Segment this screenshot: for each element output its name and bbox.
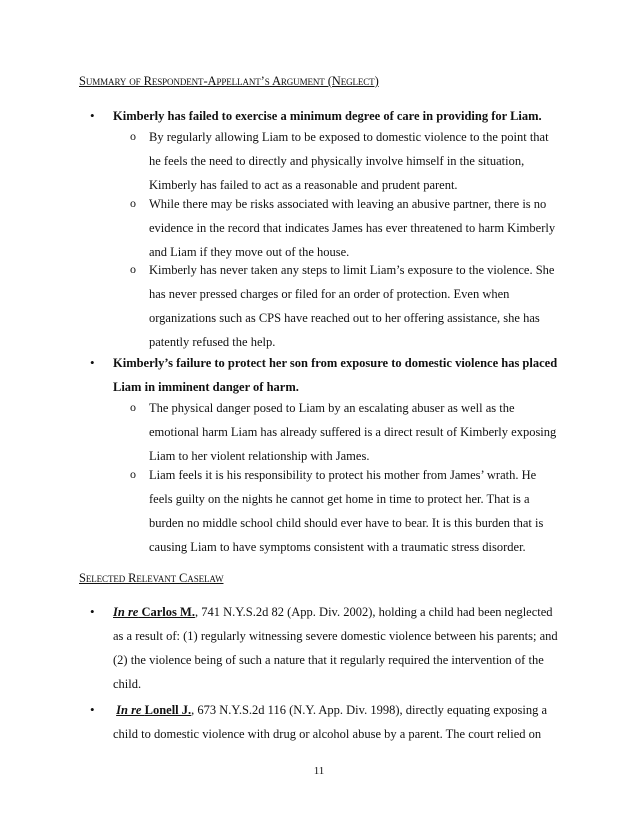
bullet-marker: • bbox=[90, 355, 95, 370]
argument-line: Kimberly’s failure to protect her son from exposure to domestic violence has placed bbox=[113, 356, 558, 370]
sub-point-line: The physical danger posed to Liam by an escalating abuser as well as the bbox=[149, 401, 515, 415]
sub-point bbox=[149, 125, 549, 197]
case-details: , 673 N.Y.S.2d 116 (N.Y. App. Div. 1998), directly equating exposing a bbox=[191, 703, 548, 717]
case-citation-line: as a result of: (1) regularly witnessing severe domestic violence between his parents; and bbox=[113, 629, 558, 643]
sub-point-line: While there may be risks associated with leaving an abusive partner, there is no bbox=[149, 197, 547, 211]
argument-line: Kimberly has failed to exercise a minimum degree of care in providing for Liam. bbox=[113, 109, 542, 123]
page-number: 11 bbox=[313, 765, 325, 777]
case-name bbox=[116, 703, 191, 717]
case-in-re: In re bbox=[116, 703, 142, 717]
sub-point-line: burden no middle school child should ever have to bear. It is this burden that is bbox=[149, 516, 544, 530]
sub-point-line: By regularly allowing Liam to be exposed to domestic violence to the point that bbox=[149, 130, 549, 144]
sub-bullet-marker: o bbox=[130, 400, 136, 414]
sub-point-line: causing Liam to have symptoms consistent with a traumatic stress disorder. bbox=[149, 540, 526, 554]
sub-point-line: emotional harm Liam has already suffered is a direct result of Kimberly exposing bbox=[149, 425, 557, 439]
sub-point bbox=[149, 192, 556, 264]
sub-point-line: Liam feels it is his responsibility to protect his mother from James’ wrath. He bbox=[149, 468, 537, 482]
case-party: Lonell J. bbox=[144, 703, 192, 717]
case-party: Carlos M. bbox=[141, 605, 195, 619]
bullet-marker: • bbox=[90, 604, 95, 619]
sub-bullet-marker: o bbox=[130, 129, 136, 143]
case-citation-line: (2) the violence being of such a nature that it regularly required the intervention of the bbox=[113, 653, 544, 667]
sub-point bbox=[149, 396, 557, 468]
sub-bullet-marker: o bbox=[130, 262, 136, 276]
case-details: , 741 N.Y.S.2d 82 (App. Div. 2002), holding a child had been neglected bbox=[194, 605, 553, 619]
case-citation-line bbox=[113, 698, 548, 722]
sub-point-line: he feels the need to directly and physically involve himself in the situation, bbox=[149, 154, 525, 168]
case-citation bbox=[113, 600, 558, 696]
sub-point-line: Liam to her violent relationship with James. bbox=[149, 449, 370, 463]
argument-line: Liam in imminent danger of harm. bbox=[113, 380, 299, 394]
sub-point bbox=[149, 258, 555, 354]
case-citation-line: child to domestic violence with drug or alcohol abuse by a parent. The court relied on bbox=[113, 727, 542, 741]
sub-point-line: organizations such as CPS have reached out to her offering assistance, she has bbox=[149, 311, 540, 325]
bullet-marker: • bbox=[90, 108, 95, 123]
argument-point bbox=[113, 351, 558, 399]
sub-point bbox=[149, 463, 549, 559]
case-name bbox=[113, 605, 195, 619]
case-citation-line: child. bbox=[113, 677, 142, 691]
sub-point-line: Kimberly has never taken any steps to limit Liam’s exposure to the violence. She bbox=[149, 263, 555, 277]
sub-point-line: patently refused the help. bbox=[149, 335, 276, 349]
sub-point-line: has never pressed charges or filed for an order of protection. Even when bbox=[149, 287, 510, 301]
sub-bullet-marker: o bbox=[130, 196, 136, 210]
case-in-re: In re bbox=[113, 605, 139, 619]
sub-point-line: Kimberly has failed to act as a reasonable and prudent parent. bbox=[149, 178, 458, 192]
case-citation-line bbox=[113, 600, 553, 624]
section-heading-summary: Summary of Respondent-Appellant’s Argument (Neglect) bbox=[79, 74, 379, 88]
section-heading-caselaw: Selected Relevant Caselaw bbox=[79, 571, 224, 585]
sub-bullet-marker: o bbox=[130, 467, 136, 481]
sub-point-line: evidence in the record that indicates James has ever threatened to harm Kimberly bbox=[149, 221, 556, 235]
case-citation bbox=[113, 698, 548, 746]
sub-point-line: and Liam if they move out of the house. bbox=[149, 245, 350, 259]
bullet-marker: • bbox=[90, 702, 95, 717]
sub-point-line: feels guilty on the nights he cannot get home in time to protect her. That is a bbox=[149, 492, 530, 506]
